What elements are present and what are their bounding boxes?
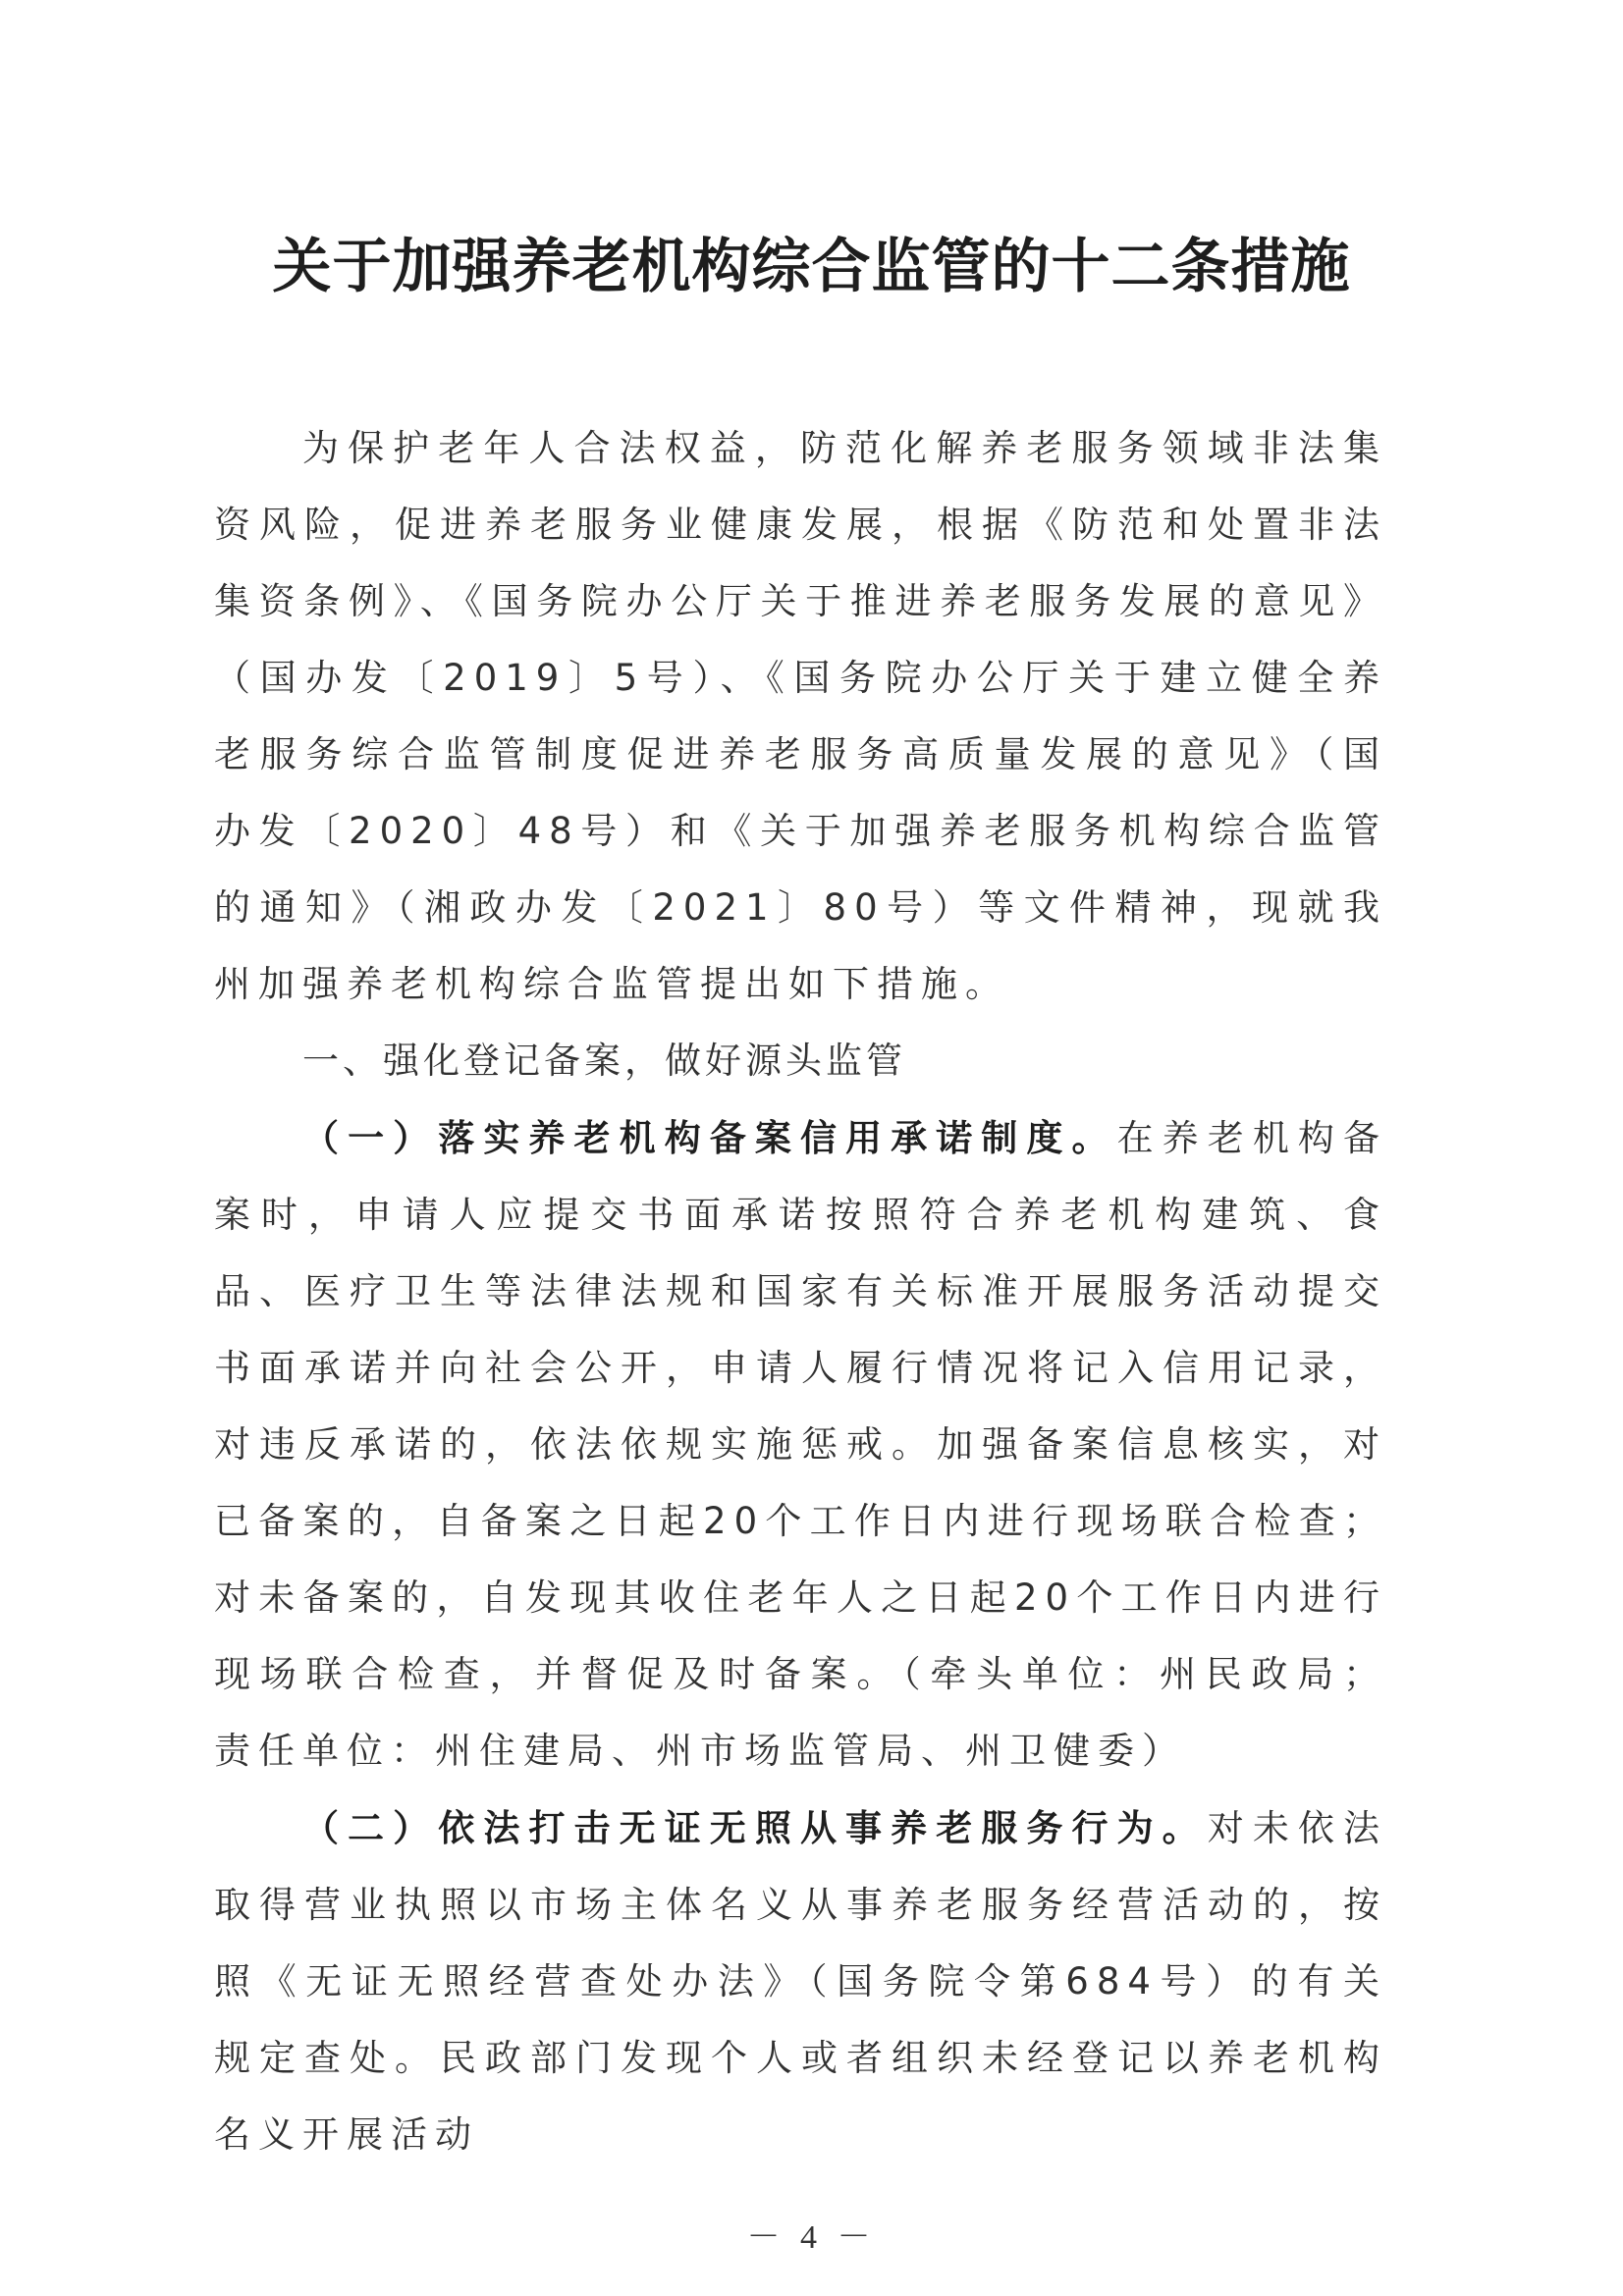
measure-title-2: （二）依法打击无证无照从事养老服务行为。 [302,1806,1208,1849]
measure-title-1: （一）落实养老机构备案信用承诺制度。 [302,1116,1117,1159]
measure-paragraph-1 [214,1099,1387,1789]
measure-body-2: 对未依法取得营业执照以市场主体名义从事养老服务经营活动的，按照《无证无照经营查处办法》（国务院令第684号）的有关规定查处。民政部门发现个人或者组织未经登记以养老机构名义开展活动 [214,1807,1388,2156]
page-number: － 4 － [746,2219,877,2256]
measure-body-1: 在养老机构备案时，申请人应提交书面承诺按照符合养老机构建筑、食品、医疗卫生等法律法规和国家有关标准开展服务活动提交书面承诺并向社会公开，申请人履行情况将记入信用记录，对违反承诺的，依法依规实施惩戒。加强备案信息核实，对已备案的，自备案之日起20个工作日内进行现场联合检查；对未备案的，自发现其收住老年人之日起20个工作日内进行现场联合检查，并督促及时备案。（牵头单位：州民政局；责任单位：州住建局、州市场监管局、州卫健委） [214,1117,1388,1772]
document-title: 关于加强养老机构综合监管的十二条措施 [272,233,1351,301]
intro-paragraph: 为保护老年人合法权益，防范化解养老服务领域非法集资风险，促进养老服务业健康发展，根据《防范和处置非法集资条例》、《国务院办公厅关于推进养老服务发展的意见》（国办发〔2019〕5号）、《国务院办公厅关于建立健全养老服务综合监管制度促进养老服务高质量发展的意见》（国办发〔2020〕48号）和《关于加强养老服务机构综合监管的通知》（湘政办发〔2021〕80号）等文件精神，现就我州加强养老机构综合监管提出如下措施。 [214,427,1387,1005]
measure-paragraph-2 [214,1789,1387,2173]
section-heading: 一、强化登记备案，做好源头监管 [302,1040,906,1082]
document-body [214,410,1387,2173]
